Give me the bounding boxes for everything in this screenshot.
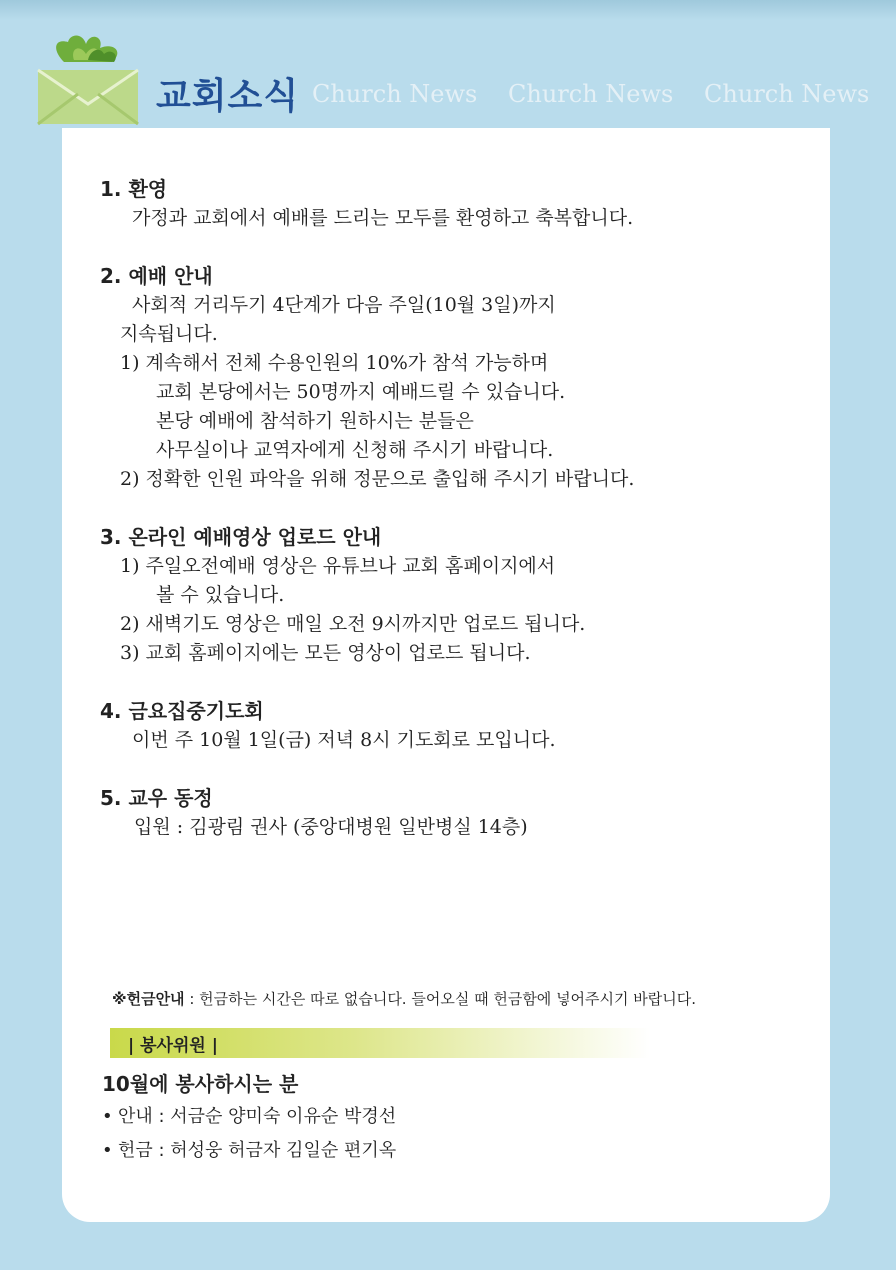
envelope-with-leaves-icon — [34, 30, 144, 130]
section-line: 입원 : 김광림 권사 (중앙대병원 일반병실 14층) — [134, 816, 528, 838]
section-online-upload — [100, 523, 800, 668]
list-item — [102, 1134, 396, 1168]
bullet-icon: • — [102, 1106, 113, 1127]
section-line: 본당 예배에 참석하기 원하시는 분들은 — [156, 410, 474, 432]
section-line: 사회적 거리두기 4단계가 다음 주일(10월 3일)까지 — [132, 294, 556, 316]
section-line: 사무실이나 교역자에게 신청해 주시기 바랍니다. — [156, 439, 554, 461]
page-top-shade — [0, 0, 896, 20]
section-line: 교회 본당에서는 50명까지 예배드릴 수 있습니다. — [156, 381, 566, 403]
header-subtitle: Church News — [312, 80, 478, 108]
section-welcome — [100, 175, 800, 233]
list-item — [102, 1100, 396, 1134]
section-title: 2. 예배 안내 — [100, 264, 213, 288]
section-line: 1) 주일오전예배 영상은 유튜브나 교회 홈페이지에서 — [120, 555, 556, 577]
bullet-icon: • — [102, 1140, 113, 1161]
volunteer-item: 헌금 : 허성웅 허금자 김일순 편기옥 — [118, 1140, 397, 1161]
section-line: 2) 새벽기도 영상은 매일 오전 9시까지만 업로드 됩니다. — [120, 613, 586, 635]
section-line: 볼 수 있습니다. — [156, 584, 285, 606]
section-title: 3. 온라인 예배영상 업로드 안내 — [100, 525, 382, 549]
section-title: 5. 교우 동정 — [100, 786, 213, 810]
volunteer-label: | 봉사위원 | — [128, 1036, 218, 1056]
offering-label: ※헌금안내 — [112, 990, 185, 1008]
section-title: 1. 환영 — [100, 177, 168, 201]
section-line: 이번 주 10월 1일(금) 저녁 8시 기도회로 모입니다. — [132, 729, 556, 751]
section-title: 4. 금요집중기도회 — [100, 699, 264, 723]
header-subtitle: Church News — [508, 80, 674, 108]
volunteer-item: 안내 : 서금순 양미숙 이유순 박경선 — [118, 1106, 397, 1127]
section-line: 2) 정확한 인원 파악을 위해 정문으로 출입해 주시기 바랍니다. — [120, 468, 635, 490]
volunteer-list — [102, 1100, 396, 1168]
news-content — [100, 175, 800, 871]
section-member-news — [100, 784, 800, 842]
section-line: 1) 계속해서 전체 수용인원의 10%가 참석 가능하며 — [120, 352, 549, 374]
section-line: 가정과 교회에서 예배를 드리는 모두를 환영하고 축복합니다. — [132, 207, 634, 229]
header-subtitle: Church News — [704, 80, 870, 108]
section-friday-prayer — [100, 697, 800, 755]
page-title: 교회소식 — [156, 76, 300, 117]
volunteer-heading: 10월에 봉사하시는 분 — [102, 1072, 299, 1096]
section-line: 3) 교회 홈페이지에는 모든 영상이 업로드 됩니다. — [120, 642, 531, 664]
offering-text: : 헌금하는 시간은 따로 없습니다. 들어오실 때 헌금함에 넣어주시기 바랍니다. — [184, 990, 697, 1008]
offering-note — [112, 988, 696, 1009]
section-line: 지속됩니다. — [120, 323, 218, 345]
section-worship-guide — [100, 262, 800, 494]
